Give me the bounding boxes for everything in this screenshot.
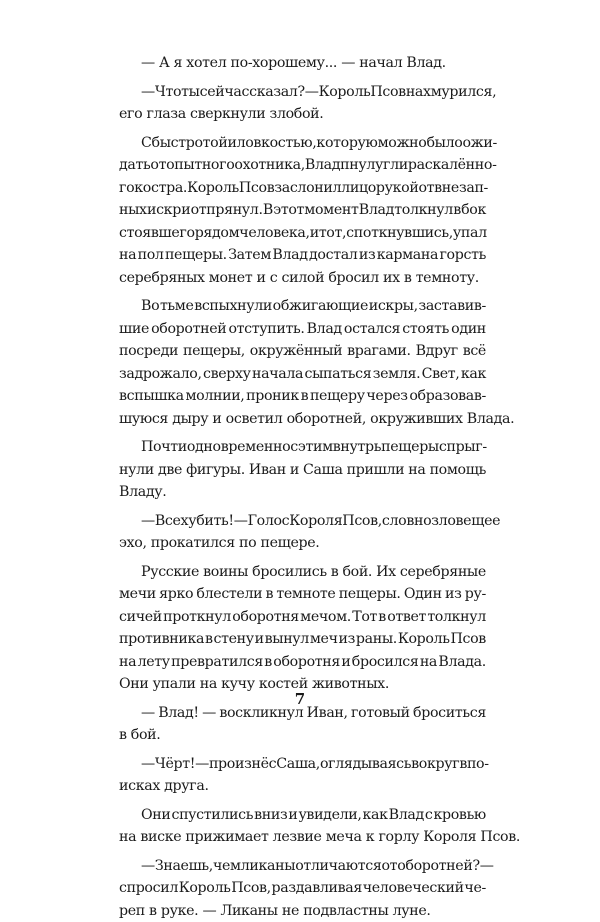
paragraph [119, 132, 486, 290]
text-line: ных искр и отпрянул. В этот момент Влад толкнул в бок [119, 199, 486, 222]
paragraph [119, 753, 486, 798]
text-line: задрожало, сверху начала сыпаться земля. Свет, как [119, 363, 486, 386]
text-line: Во тьме вспыхнули обжигающие искры, заставив- [119, 295, 486, 318]
paragraph [119, 855, 486, 922]
text-line: эхо, прокатился по пещере. [119, 532, 486, 555]
text-line: сичей проткнул оборотня мечом. Тот в ответ толкнул [119, 606, 486, 629]
text-line: шуюся дыру и осветил оборотней, окруживших Влада. [119, 408, 486, 431]
text-line: С быстротой и ловкостью, которую можно было ожи- [119, 132, 486, 155]
text-line: нули две фигуры. Иван и Саша пришли на помощь [119, 459, 486, 482]
text-line: — Чёрт! — произнёс Саша, оглядываясь вокруг в по- [119, 753, 486, 776]
paragraph [119, 804, 486, 849]
text-line: спросил Король Псов, раздавливая человеческий че- [119, 877, 486, 900]
text-line: на пол пещеры. Затем Влад достал из кармана горсть [119, 244, 486, 267]
text-line: на виске прижимает лезвие меча к горлу Короля Псов. [119, 826, 486, 849]
text-line: в бой. [119, 724, 486, 747]
text-line: его глаза сверкнули злобой. [119, 103, 486, 126]
text-line: Владу. [119, 481, 486, 504]
paragraph [119, 52, 486, 75]
text-line: Почти одновременно с этим внутрь пещеры спрыг- [119, 436, 486, 459]
text-line: на лету превратился в оборотня и бросился на Влада. [119, 651, 486, 674]
text-line: — Влад! — воскликнул Иван, готовый броситься [119, 702, 486, 725]
paragraph [119, 295, 486, 430]
text-line: — Что ты сейчас сказал? — Король Псов нахмурился, [119, 81, 486, 104]
text-line: го костра. Король Псов заслонил лицо рукой от внезап- [119, 177, 486, 200]
text-line: стоявшего рядом человека, и тот, споткнувшись, упал [119, 222, 486, 245]
paragraph [119, 561, 486, 696]
paragraph [119, 702, 486, 747]
text-line: — А я хотел по-хорошему... — начал Влад. [119, 52, 486, 75]
text-line: Русские воины бросились в бой. Их серебряные [119, 561, 486, 584]
text-line: посреди пещеры, окружённый врагами. Вдруг всё [119, 340, 486, 363]
text-line: вспышка молнии, проник в пещеру через образовав- [119, 385, 486, 408]
text-line: мечи ярко блестели в темноте пещеры. Один из ру- [119, 583, 486, 606]
text-line: Они упали на кучу костей животных. [119, 673, 486, 696]
text-line: исках друга. [119, 775, 486, 798]
page-number: 7 [0, 690, 600, 708]
text-line: — Всех убить! — Голос Короля Псов, словно зловещее [119, 510, 486, 533]
paragraph [119, 81, 486, 126]
paragraph [119, 436, 486, 504]
body-text [119, 52, 486, 922]
text-line: Они спустились вниз и увидели, как Влад с кровью [119, 804, 486, 827]
paragraph [119, 510, 486, 555]
text-line: противника в стену и вынул меч из раны. Король Псов [119, 628, 486, 651]
text-line: реп в руке. — Ликаны не подвластны луне. [119, 900, 486, 922]
text-line: серебряных монет и с силой бросил их в темноту. [119, 267, 486, 290]
text-line: дать от опытного охотника, Влад пнул угли раскалённо- [119, 154, 486, 177]
text-line: шие оборотней отступить. Влад остался стоять один [119, 318, 486, 341]
text-line: — Знаешь, чем ликаны отличаются от оборотней? — [119, 855, 486, 878]
